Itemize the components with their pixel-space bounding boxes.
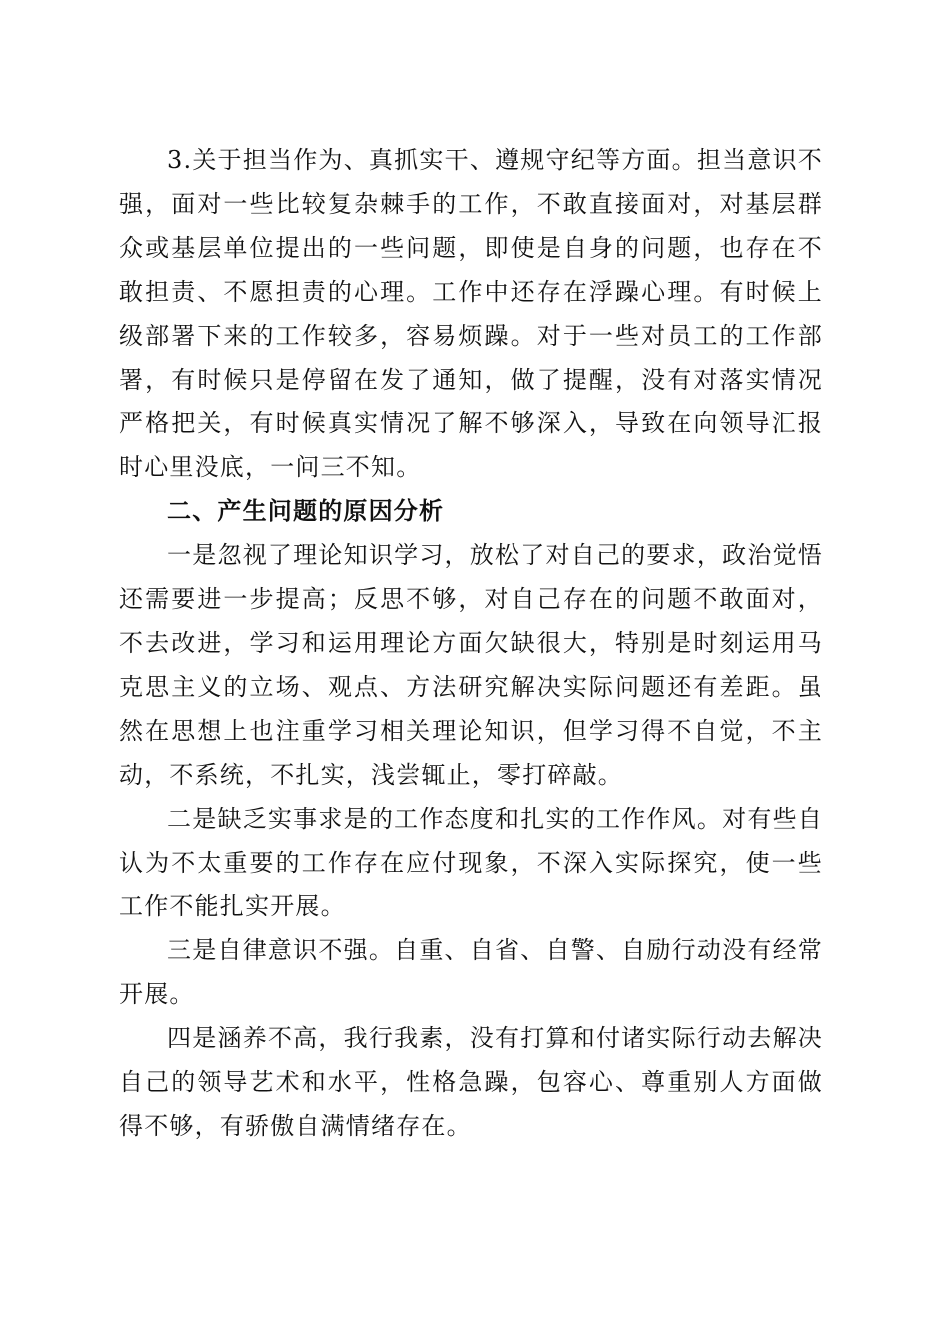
paragraph-reason-self-cultivation: 四是涵养不高，我行我素，没有打算和付诸实际行动去解决自己的领导艺术和水平，性格急躁，包容心、尊重别人方面做得不够，有骄傲自满情绪存在。: [119, 1024, 823, 1140]
document-page: [119, 139, 823, 1149]
paragraph-reason-theory-study: 一是忽视了理论知识学习，放松了对自己的要求，政治觉悟还需要进一步提高；反思不够，对自己存在的问题不敢面对，不去改进，学习和运用理论方面欠缺很大，特别是时刻运用马克思主义的立场、观点、方法研究解决实际问题还有差距。虽然在思想上也注重学习相关理论知识，但学习得不自觉，不主动，不系统，不扎实，浅尝辄止，零打碎敲。: [119, 541, 823, 789]
paragraph-accountability: 3.关于担当作为、真抓实干、遵规守纪等方面。担当意识不强，面对一些比较复杂棘手的工作，不敢直接面对，对基层群众或基层单位提出的一些问题，即使是自身的问题，也存在不敢担责、不愿担责的心理。工作中还存在浮躁心理。有时候上级部署下来的工作较多，容易烦躁。对于一些对员工的工作部署，有时候只是停留在发了通知，做了提醒，没有对落实情况严格把关，有时候真实情况了解不够深入，导致在向领导汇报时心里没底，一问三不知。: [119, 146, 823, 482]
paragraph-reason-work-style: 二是缺乏实事求是的工作态度和扎实的工作作风。对有些自认为不太重要的工作存在应付现象，不深入实际探究，使一些工作不能扎实开展。: [119, 804, 823, 921]
paragraph-reason-self-discipline: 三是自律意识不强。自重、自省、自警、自励行动没有经常开展。: [119, 936, 823, 1009]
section-heading-cause-analysis: 二、产生问题的原因分析: [167, 497, 445, 526]
